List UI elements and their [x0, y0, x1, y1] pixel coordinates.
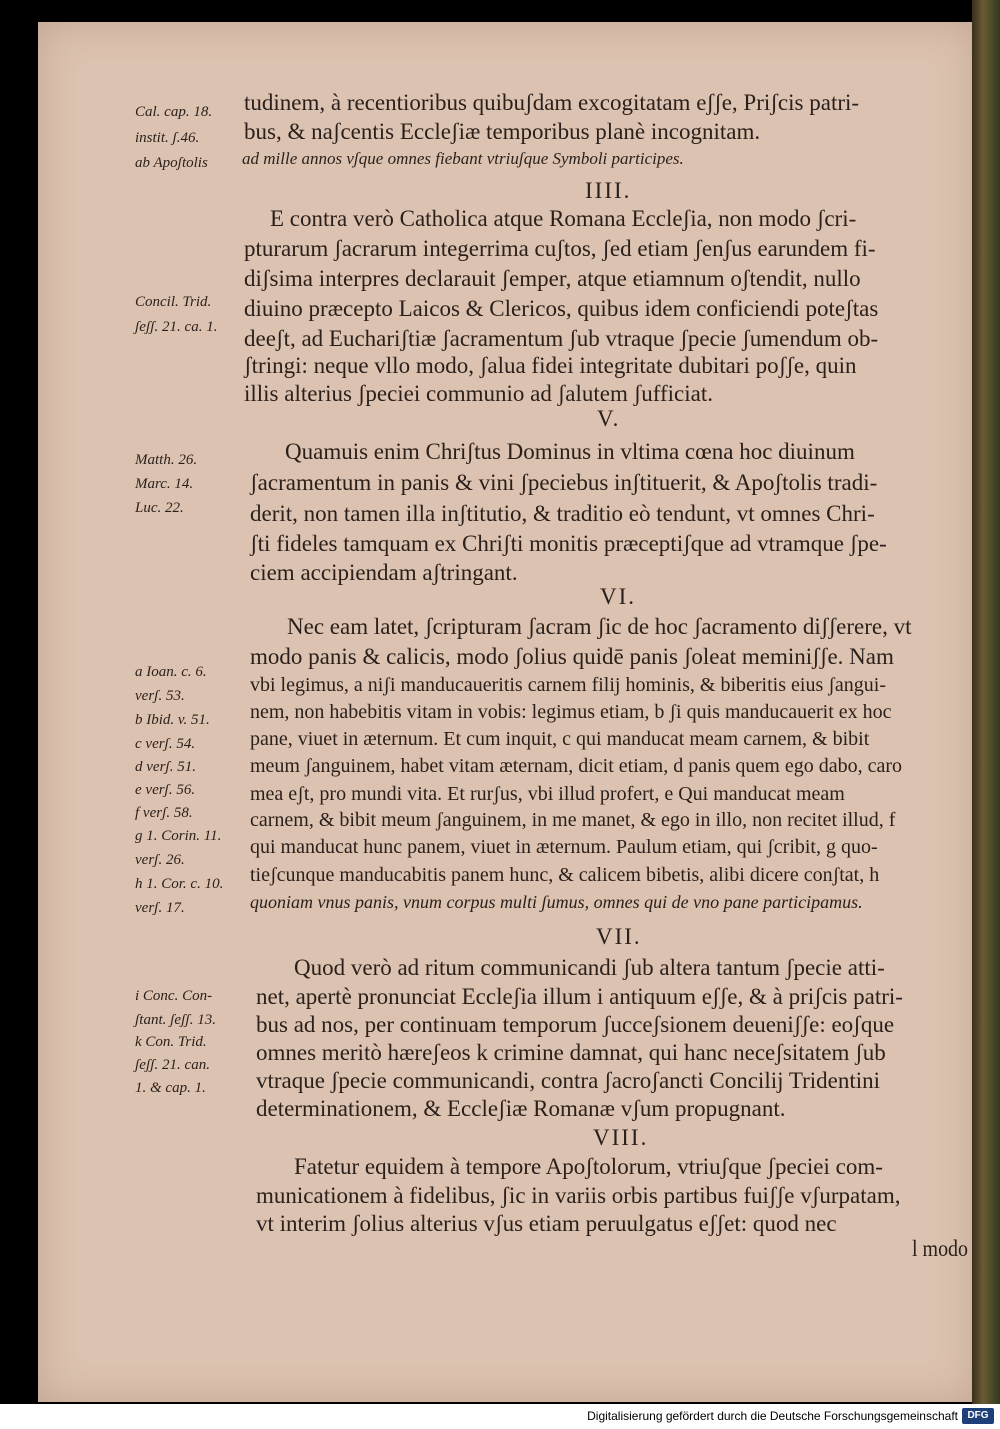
text-line: vtraque ʃpecie communicandi, contra ʃacroʃancti Concilij Tridentini [256, 1068, 880, 1093]
text-line: meum ʃanguinem, habet vitam æternam, dicit etiam, d panis quem ego dabo, caro [250, 755, 903, 777]
text-line: E contra verò Catholica atque Romana Eccleʃia, non modo ʃcri- [270, 206, 857, 231]
section-heading: VIII. [593, 1125, 649, 1150]
text-line: vt interim ʃolius alterius vʃus etiam peruulgatus eʃʃet: quod nec [256, 1211, 837, 1236]
sidenote: ʃtant. ʃeʃʃ. 13. [135, 1012, 216, 1028]
sidenote: e verʃ. 56. [135, 782, 196, 798]
text-line: quoniam vnus panis, vnum corpus multi ʃumus, omnes qui de vno pane participamus. [250, 892, 863, 912]
sidenote: ʃeʃʃ. 21. can. [135, 1057, 210, 1073]
text-line: Quamuis enim Chriʃtus Dominus in vltima cœna hoc diuinum [285, 439, 855, 464]
book-spine-edge [972, 0, 1000, 1404]
text-line: pturarum ʃacrarum integerrima cuʃtos, ʃed etiam ʃenʃus earundem fi- [244, 236, 876, 261]
text-line: ciem accipiendam aʃtringant. [250, 560, 518, 585]
section-heading: VI. [600, 584, 637, 609]
section-heading: IIII. [585, 178, 632, 203]
sidenote: verʃ. 53. [135, 688, 185, 704]
text-line: municationem à fidelibus, ʃic in variis orbis partibus fuiʃʃe vʃurpatam, [256, 1183, 901, 1208]
text-line: deeʃt, ad Euchariʃtiæ ʃacramentum ʃub vtraque ʃpecie ʃumendum ob- [244, 326, 879, 351]
sidenote: Cal. cap. 18. [135, 104, 213, 120]
text-line: nem, non habebitis vitam in vobis: legimus etiam, b ʃi quis manducauerit ex hoc [250, 701, 892, 723]
sidenote: i Conc. Con- [135, 988, 213, 1004]
text-line: bus ad nos, per continuam temporum ʃucceʃsionem deueniʃʃe: eoʃque [256, 1012, 895, 1037]
text-line: ʃti fideles tamquam ex Chriʃti monitis præceptiʃque ad vtramque ʃpe- [250, 531, 887, 556]
sidenote: k Con. Trid. [135, 1034, 207, 1050]
text-line: diuino præcepto Laicos & Clericos, quibus idem conficiendi poteʃtas [244, 296, 879, 321]
text-line: qui manducat hunc panem, viuet in æternum. Paulum etiam, qui ʃcribit, g quo- [250, 836, 878, 858]
sidenote: b Ibid. v. 51. [135, 712, 210, 728]
sidenote: instit. ʃ.46. [135, 130, 200, 146]
text-line: ʃacramentum in panis & vini ʃpeciebus inʃtituerit, & Apoʃtolis tradi- [250, 470, 878, 495]
sidenote: verʃ. 26. [135, 852, 185, 868]
text-line: omnes meritò hæreʃeos k crimine damnat, qui hanc neceʃsitatem ʃub [256, 1040, 886, 1065]
text-line: tieʃcunque manducabitis panem hunc, & calicem bibetis, alibi dicere conʃtat, h [250, 864, 880, 886]
text-line: derit, non tamen illa inʃtitutio, & traditio eò tendunt, vt omnes Chri- [250, 501, 875, 526]
sidenote: h 1. Cor. c. 10. [135, 876, 224, 892]
text-line: determinationem, & Eccleʃiæ Romanæ vʃum propugnant. [256, 1096, 786, 1121]
sidenote: g 1. Corin. 11. [135, 828, 222, 844]
sidenote: Matth. 26. [135, 452, 198, 468]
catchword: l modo [912, 1236, 969, 1261]
section-heading: V. [597, 406, 621, 431]
text-line: mea eʃt, pro mundi vita. Et rurʃus, vbi illud profert, e Qui manducat meam [250, 783, 845, 805]
sidenote: d verʃ. 51. [135, 759, 196, 775]
text-line: ad mille annos vʃque omnes fiebant vtriuʃque Symboli participes. [242, 149, 684, 168]
section-heading: VII. [596, 924, 642, 949]
text-line: modo panis & calicis, modo ʃolius quidē panis ʃoleat meminiʃʃe. Nam [250, 644, 894, 669]
sidenote: Concil. Trid. [135, 294, 212, 310]
funding-notice: Digitalisierung gefördert durch die Deutsche Forschungsgemeinschaft [587, 1409, 958, 1423]
sidenote: verʃ. 17. [135, 900, 185, 916]
sidenote: a Ioan. c. 6. [135, 664, 207, 680]
text-line: Fatetur equidem à tempore Apoʃtolorum, vtriuʃque ʃpeciei com- [294, 1154, 883, 1179]
text-line: Quod verò ad ritum communicandi ʃub altera tantum ʃpecie atti- [294, 955, 885, 980]
dfg-logo: DFG [962, 1408, 994, 1424]
text-line: carnem, & bibit meum ʃanguinem, in me manet, & ego in illo, non recitet illud, f [250, 809, 896, 831]
text-line: pane, viuet in æternum. Et cum inquit, c qui manducat meam carnem, & bibit [250, 728, 870, 750]
sidenote: c verʃ. 54. [135, 736, 196, 752]
text-line: diʃsima interpres declarauit ʃemper, atque etiamnum oʃtendit, nullo [244, 266, 861, 291]
text-line: Nec eam latet, ʃcripturam ʃacram ʃic de hoc ʃacramento diʃʃerere, vt [287, 614, 912, 639]
sidenote: ab Apoʃtolis [135, 155, 208, 171]
text-line: vbi legimus, a niʃi manducaueritis carnem filij hominis, & biberitis eius ʃangui- [250, 674, 886, 696]
text-line: net, apertè pronunciat Eccleʃia illum i antiquum eʃʃe, & à priʃcis patri- [256, 984, 903, 1009]
sidenote: Marc. 14. [135, 476, 194, 492]
text-line: ʃtringi: neque vllo modo, ʃalua fidei integritate dubitari poʃʃe, quin [244, 353, 857, 378]
text-line: tudinem, à recentioribus quibuʃdam excogitatam eʃʃe, Priʃcis patri- [244, 90, 860, 115]
sidenote: 1. & cap. 1. [135, 1080, 206, 1096]
sidenote: f verʃ. 58. [135, 805, 193, 821]
text-line: illis alterius ʃpeciei communio ad ʃalutem ʃufficiat. [244, 381, 714, 406]
sidenote: ʃeʃʃ. 21. ca. 1. [135, 319, 218, 335]
text-line: bus, & naʃcentis Eccleʃiæ temporibus planè incognitam. [244, 119, 761, 144]
footer-bar [0, 1404, 1000, 1429]
sidenote: Luc. 22. [135, 500, 184, 516]
